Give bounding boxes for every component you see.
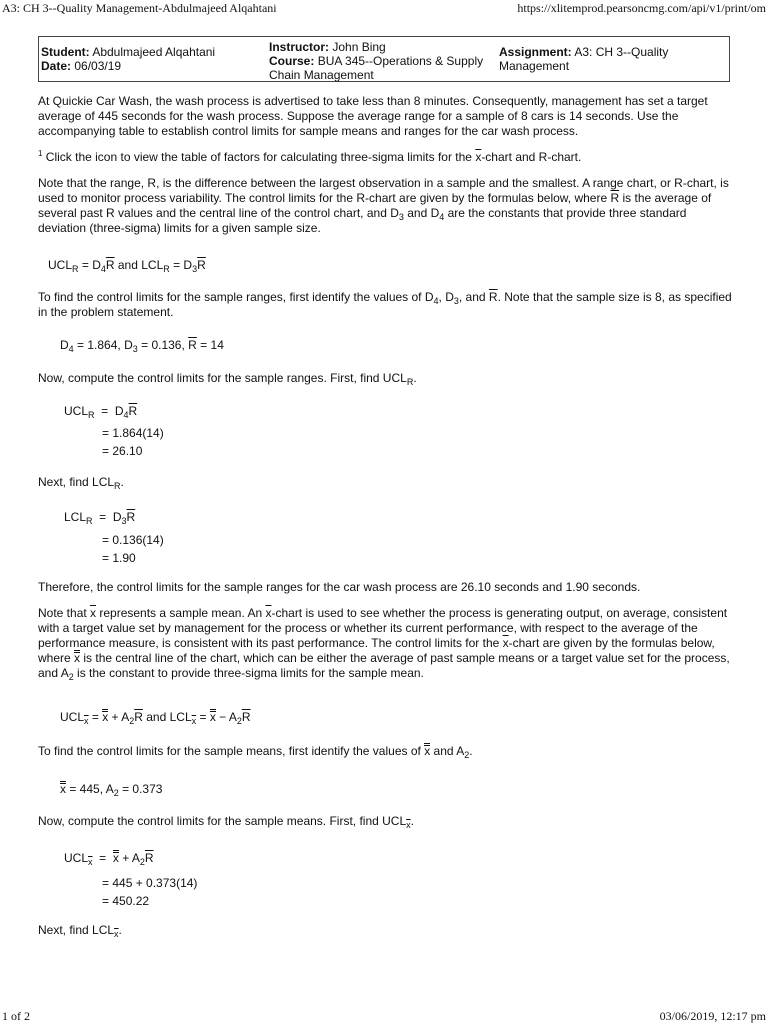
r-chart-conclusion: Therefore, the control limits for the sample ranges for the car wash process are 26.10 seconds and 1.90 seconds. [38,580,641,594]
find-x-values-text: To find the control limits for the sample means, first identify the values of x and $A_2$. [38,744,473,760]
x-chart-values: x = 445, $A_2 = 0.373$ [60,782,163,798]
r-chart-values: $D_4 = 1.864$, $D_3 = 0.136$, $\overline{R} = 14$ [60,338,224,354]
student-info: Student: Abdulmajeed Alqahtani Date: 06/03/19 [41,45,216,73]
x-chart-formula: $UCL_{\overline{x}} = x + A_2\overline{R}$ and $LCL_{\overline{x}} = x - A_2\overline{R}$ [60,710,251,726]
assignment-date: 06/03/19 [74,59,122,73]
assignment-info-box [38,36,730,82]
compute-ucl-r-text: Now, compute the control limits for the sample ranges. First, find $UCL_R$. [38,371,417,387]
assignment-name: A3: CH 3--Quality [574,45,669,59]
footnote: $^1$ Click the icon to view the table of factors for calculating three-sigma limits for the $\overline{x}$-chart and R-chart. [38,149,582,164]
page-title: A3: CH 3--Quality Management-Abdulmajeed Alqahtani [2,1,277,15]
student-name: Abdulmajeed Alqahtani [92,45,216,59]
find-r-values-text: To find the control limits for the sample ranges, first identify the values of $D_4$, $D_3$, and $\overline{R}$. Note that the sample size is 8, as specified in the problem statement. [38,290,732,319]
assignment-info: Assignment: A3: CH 3--Quality Management [499,45,669,73]
instructor-name: John Bing [332,40,386,54]
next-lcl-x-text: Next, find $LCL_{\overline{x}}$. [38,923,122,939]
compute-ucl-x-text: Now, compute the control limits for the sample means. First, find $UCL_{\overline{x}}$. [38,814,414,830]
page-count: 1 of 2 [2,1009,30,1023]
next-lcl-r-text: Next, find $LCL_R$. [38,475,124,491]
range-chart-explanation: Note that the range, R, is the difference between the largest observation in a sample and the smallest. A range chart, or R-chart, is used to monitor process variability. The control limits for the R-chart are given by the formulas below, where $\overline{R}$ is the average of several past R values and the central line of the control chart, and $D_3$ and $D_4$ are the constants that provide three standard deviation (three-sigma) limits for a given sample size. [38,176,729,235]
x-chart-explanation: Note that $\overline{x}$ represents a sample mean. An $\overline{x}$-chart is used to see whether the process is generating output, on average, consistent with a target value set by management for the process or whether its current performance, with respect to the average of the performance measure, is consistent with its past performance. The control limits for the $\overline{x}$-chart are given by the formulas below, where x is the central line of the chart, which can be either the average of past sample means or a target value set for the process, and $A_2$ is the constant to provide three-sigma limits for the sample mean. [38,606,730,682]
r-chart-formula: $UCL_R = D_4\overline{R}$ and $LCL_R = D_3\overline{R}$ [48,258,206,274]
browser-print-header [0,0,768,16]
course-name: BUA 345--Operations & Supply [317,54,484,68]
instructor-info: Instructor: John Bing Course: BUA 345--Operations & Supply Chain Management [269,40,484,82]
print-datetime: 03/06/2019, 12:17 pm [659,1009,766,1023]
problem-statement: At Quickie Car Wash, the wash process is advertised to take less than 8 minutes. Consequently, management has set a target average of 445 seconds for the wash process. Suppose the average range for a sample of 8 cars is 14 seconds. Use the accompanying table to establish control limits for sample means and ranges for the car wash process. [38,94,708,138]
browser-print-footer [0,1008,768,1024]
page-url[interactable]: https://xlitemprod.pearsoncmg.com/api/v1/print/om [517,1,766,15]
